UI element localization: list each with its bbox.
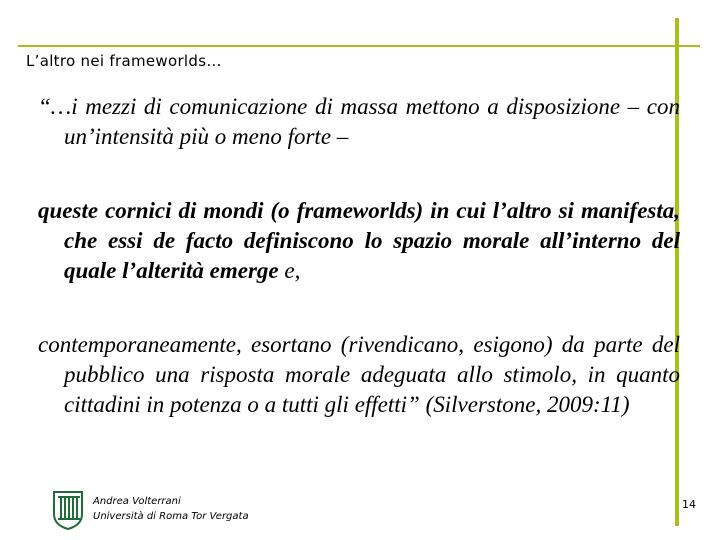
- quote-paragraph-2-bold: queste cornici di mondi (o frameworlds) in cui l’altro si manifesta, che essi de facto definiscono lo spazio morale all’interno del quale l’alterità emerge: [38, 198, 680, 283]
- footer-author-block: [93, 494, 249, 524]
- university-shield-icon: [52, 490, 84, 530]
- accent-horizontal-line: [18, 45, 700, 47]
- footer-university: Università di Roma Tor Vergata: [93, 511, 249, 522]
- quote-paragraph-3: contemporaneamente, esortano (rivendicano, esigono) da parte del pubblico una risposta morale adeguata allo stimolo, in quanto cittadini in potenza o a tutti gli effetti” (Silverstone, 2009:11): [38, 332, 680, 417]
- quote-paragraph-2: [38, 196, 680, 286]
- footer-author: Andrea Volterrani: [93, 496, 181, 507]
- quote-paragraph-2-tail: e,: [278, 258, 301, 283]
- slide-title: L’altro nei frameworlds…: [26, 52, 222, 70]
- page-number: 14: [682, 498, 696, 511]
- quote-paragraph-1: “…i mezzi di comunicazione di massa mettono a disposizione – con un’intensità più o meno forte –: [38, 94, 680, 149]
